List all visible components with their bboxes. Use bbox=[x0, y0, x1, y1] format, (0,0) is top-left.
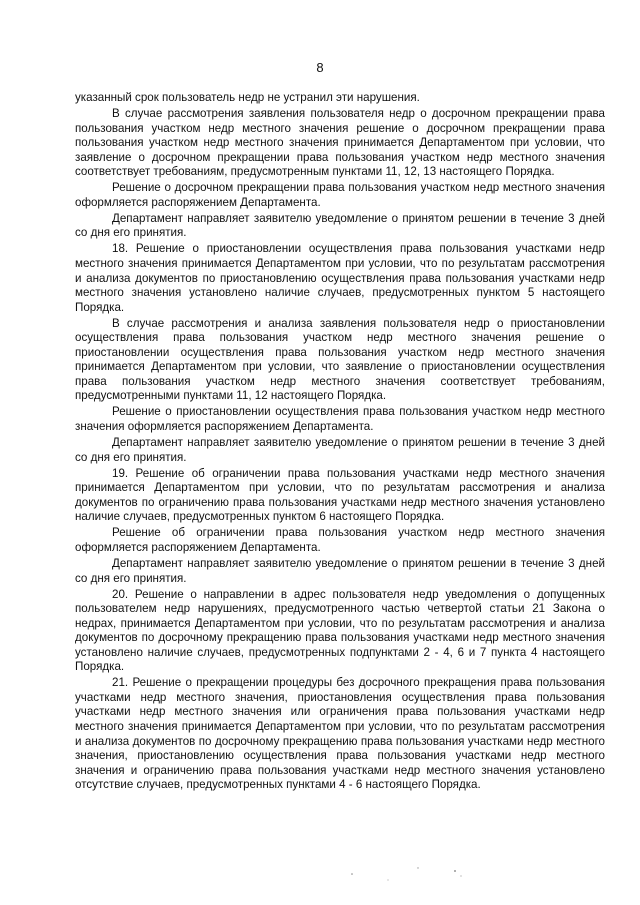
paragraph: Департамент направляет заявителю уведомление о принятом решении в течение 3 дней со дня его принятия. bbox=[75, 436, 605, 464]
paragraph: В случае рассмотрения и анализа заявления пользователя недр о приостановлении осуществления права пользования участком недр местного значения решение о приостановлении осуществления права пользования участком недр местного значения принимается Департаментом при условии, что заявление о приостановлении осуществления права пользования участком недр местного значения соответствует требованиям, предусмотренными пунктами 11, 12 настоящего Порядка. bbox=[75, 316, 605, 403]
paragraph: 21. Решение о прекращении процедуры без досрочного прекращения права пользования участками недр местного значения, приостановления осуществления права пользования участками недр местного значения или ограничения права пользования участками недр местного значения принимается Департаментом при условии, что по результатам рассмотрения и анализа документов по досрочному прекращению права пользования участками недр местного значения, приостановлению осуществления права пользования участками недр местного значения и ограничению права пользования участками недр местного значения установлено отсутствие случаев, предусмотренных пунктами 4 - 6 настоящего Порядка. bbox=[75, 676, 605, 792]
paragraph: 18. Решение о приостановлении осуществления права пользования участками недр местного значения принимается Департаментом при условии, что по результатам рассмотрения и анализа документов по приостановлению осуществления права пользования участками недр местного значения установлено наличие случаев, предусмотренных пунктом 5 настоящего Порядка. bbox=[75, 242, 605, 314]
paragraph: Решение о досрочном прекращении права пользования участком недр местного значения оформляется распоряжением Департамента. bbox=[75, 181, 605, 209]
paragraph: 19. Решение об ограничении права пользования участками недр местного значения принимается Департаментом при условии, что по результатам рассмотрения и анализа документов по ограничению права пользования участками недр местного значения установлено наличие случаев, предусмотренных пунктом 6 настоящего Порядка. bbox=[75, 466, 605, 524]
paragraph: Решение о приостановлении осуществления права пользования участком недр местного значения оформляется распоряжением Департамента. bbox=[75, 405, 605, 434]
paragraph: В случае рассмотрения заявления пользователя недр о досрочном прекращении права пользования участком недр местного значения решение о досрочном прекращении права пользования участком недр местного значения принимается Департаментом при условии, что заявление о досрочном прекращении права пользования участком недр местного значения соответствует требованиям, предусмотренным пунктами 11, 12, 13 настоящего Порядка. bbox=[75, 107, 605, 179]
page-number: 8 bbox=[316, 60, 324, 75]
document-body bbox=[75, 91, 605, 794]
paragraph: Департамент направляет заявителю уведомление о принятом решении в течение 3 дней со дня его принятия. bbox=[75, 211, 605, 240]
paragraph: Департамент направляет заявителю уведомление о принятом решении в течение 3 дней со дня его принятия. bbox=[75, 556, 605, 585]
paragraph: Решение об ограничении права пользования участком недр местного значения оформляется распоряжением Департамента. bbox=[75, 526, 605, 554]
paragraph: 20. Решение о направлении в адрес пользователя недр уведомления о допущенных пользователем недр нарушениях, предусмотренного частью четвертой статьи 21 Закона о недрах, принимается Департаментом при условии, что по результатам рассмотрения и анализа документов по досрочному прекращению права пользования участками недр местного значения установлено наличие случаев, предусмотренных подпунктами 2 - 4, 6 и 7 пункта 4 настоящего Порядка. bbox=[75, 587, 605, 674]
paragraph: указанный срок пользователь недр не устранил эти нарушения. bbox=[75, 91, 420, 104]
